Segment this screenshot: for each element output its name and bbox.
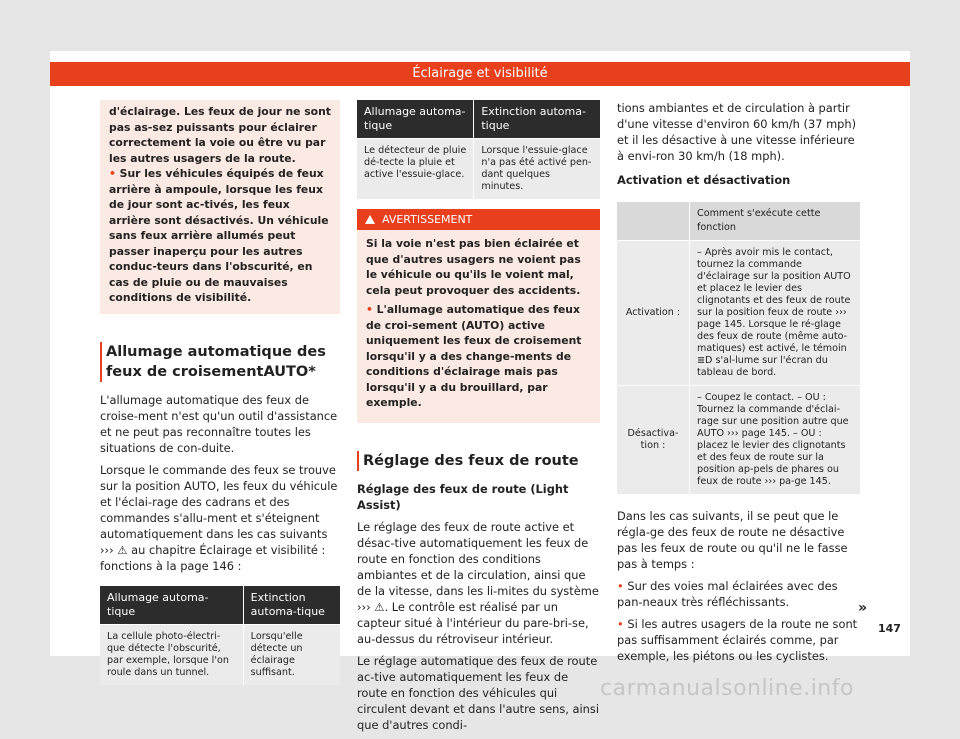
warning-text: d'éclairage. Les feux de jour ne sont pas as-sez puissants pour éclairer correctement la voie ou être vu par les autres usagers de la route. — [109, 105, 331, 165]
warning-bullet — [109, 166, 331, 306]
list-item-text: Si les autres usagers de la route ne sont pas suffisamment éclairés comme, par exemple, les piétons ou les cyclistes. — [617, 617, 858, 663]
activation-table — [617, 202, 860, 494]
paragraph: tions ambiantes et de circulation à partir d'une vitesse d'environ 60 km/h (37 mph) et il les désactive à une vitesse inférieure à envi-ron 30 km/h (18 mph). — [617, 101, 857, 163]
table-row — [100, 624, 340, 685]
warning-triangle-icon — [365, 215, 375, 224]
continue-arrow-icon: » — [858, 600, 868, 616]
page-number: 147 — [878, 622, 901, 635]
column-3 — [617, 100, 860, 670]
paragraph: Le réglage automatique des feux de route ac-tive automatiquement les feux de route en fonction des véhicules qui circulent devant et dans l'autre sens, ainsi que d'autres condi- — [357, 653, 599, 732]
list-item — [617, 616, 860, 664]
column-1 — [100, 100, 340, 685]
warning-bullet-text: L'allumage automatique des feux de croi-sement (AUTO) active uniquement les feux de croisement lorsqu'il y a des change-ments de conditions d'éclairage mais pas lorsqu'il y a du brouillard, par exemple. — [366, 303, 582, 409]
paragraph: Le réglage des feux de route active et désac-tive automatiquement les feux de route en fonction des conditions ambiantes et de la circulation, ainsi que de la vitesse, dans les li-mites du système ››› ⚠. Le contrôle est réalisé par un capteur situé à l'intérieur du pare-bri-se, au-dessus du rétroviseur intérieur. — [357, 519, 599, 646]
bullet-icon: • — [617, 579, 624, 593]
section-heading-high-beam: Réglage des feux de route — [357, 451, 600, 471]
table-header: Extinction automa-tique — [243, 586, 340, 625]
warning-bullet — [366, 302, 591, 411]
bullet-icon: • — [109, 167, 116, 180]
warning-title: AVERTISSEMENT — [382, 213, 473, 226]
column-2 — [357, 100, 600, 739]
page-header: Éclairage et visibilité — [50, 62, 910, 86]
subheading: Réglage des feux de route (Light Assist) — [357, 481, 569, 512]
auto-lights-table-cont — [357, 100, 600, 199]
paragraph: L'allumage automatique des feux de croise-ment n'est qu'un outil d'assistance et ne peut pas reconnaître toutes les situations de con-duite. — [100, 392, 338, 455]
warning-continuation — [100, 100, 340, 314]
table-header — [617, 202, 690, 241]
paragraph: Dans les cas suivants, il se peut que le régla-ge des feux de route ne désactive pas les feux de route ou qu'il ne le fasse pas à temps : — [617, 509, 848, 571]
warning-bullet-text: Sur les véhicules équipés de feux arrière à ampoule, lorsque les feux de jour sont ac-tivés, les feux arrière sont désactivés. Un véhicule sans feux arrière allumés peut passer inaperçu pour les autres conduc-teurs dans l'obscurité, en cas de pluie ou de mauvaises conditions de visibilité. — [109, 167, 329, 304]
table-cell: Désactiva-tion : — [617, 386, 690, 495]
list-item — [617, 578, 860, 610]
table-header: Comment s'exécute cette fonction — [690, 202, 861, 241]
subheading: Activation et désactivation — [617, 173, 791, 187]
list-item-text: Sur des voies mal éclairées avec des pan-neaux très réfléchissants. — [617, 579, 838, 609]
table-cell: La cellule photo-électri-que détecte l'obscurité, par exemple, lorsque l'on roule dans un tunnel. — [100, 624, 243, 685]
table-cell: Le détecteur de pluie dé-tecte la pluie et active l'essuie-glace. — [357, 139, 474, 200]
bullet-icon: • — [617, 617, 624, 631]
table-header: Allumage automa-tique — [100, 586, 243, 625]
table-row — [617, 386, 860, 495]
table-row — [357, 139, 600, 200]
warning-header — [357, 209, 600, 230]
table-row — [617, 241, 860, 386]
table-cell: Lorsque l'essuie-glace n'a pas été activé pen-dant quelques minutes. — [474, 139, 600, 200]
table-cell: – Coupez le contact. – OU : Tournez la commande d'éclai-rage sur une position autre que AUTO ››› page 145. – OU : placez le levier des clignotants et des feux de route sur la position ap-pels de phares ou feux de route ››› pa-ge 145. — [690, 386, 861, 495]
paragraph: Lorsque le commande des feux se trouve sur la position AUTO, les feux du véhicule et l'éclai-rage des cadrans et des commandes s'allu-ment et s'éteignent automatiquement dans les cas suivants ››› ⚠ au chapitre Éclairage et visibilité : fonctions à la page 146 : — [100, 462, 338, 573]
table-cell: – Après avoir mis le contact, tournez la commande d'éclairage sur la position AUTO et placez le levier des clignotants et des feux de route sur la position feux de route ››› page 145. Lorsque le ré-glage des feux de route (même auto-matiques) est activé, le témoin ≣D s'al-lume sur l'écran du tableau de bord. — [690, 241, 861, 386]
table-header: Allumage automa-tique — [357, 100, 474, 139]
auto-lights-table — [100, 586, 340, 685]
watermark: carmanualsonline.info — [600, 676, 854, 701]
warning-text: Si la voie n'est pas bien éclairée et que d'autres usagers ne voient pas le véhicule ou qu'ils le voient mal, cela peut provoquer des accidents. — [366, 237, 581, 297]
warning-box — [357, 209, 600, 423]
table-header: Extinction automa-tique — [474, 100, 600, 139]
table-cell: Lorsqu'elle détecte un éclairage suffisant. — [243, 624, 340, 685]
table-cell: Activation : — [617, 241, 690, 386]
section-heading-auto-lights: Allumage automatique des feux de croisementAUTO* — [100, 342, 340, 382]
bullet-icon: • — [366, 303, 373, 316]
